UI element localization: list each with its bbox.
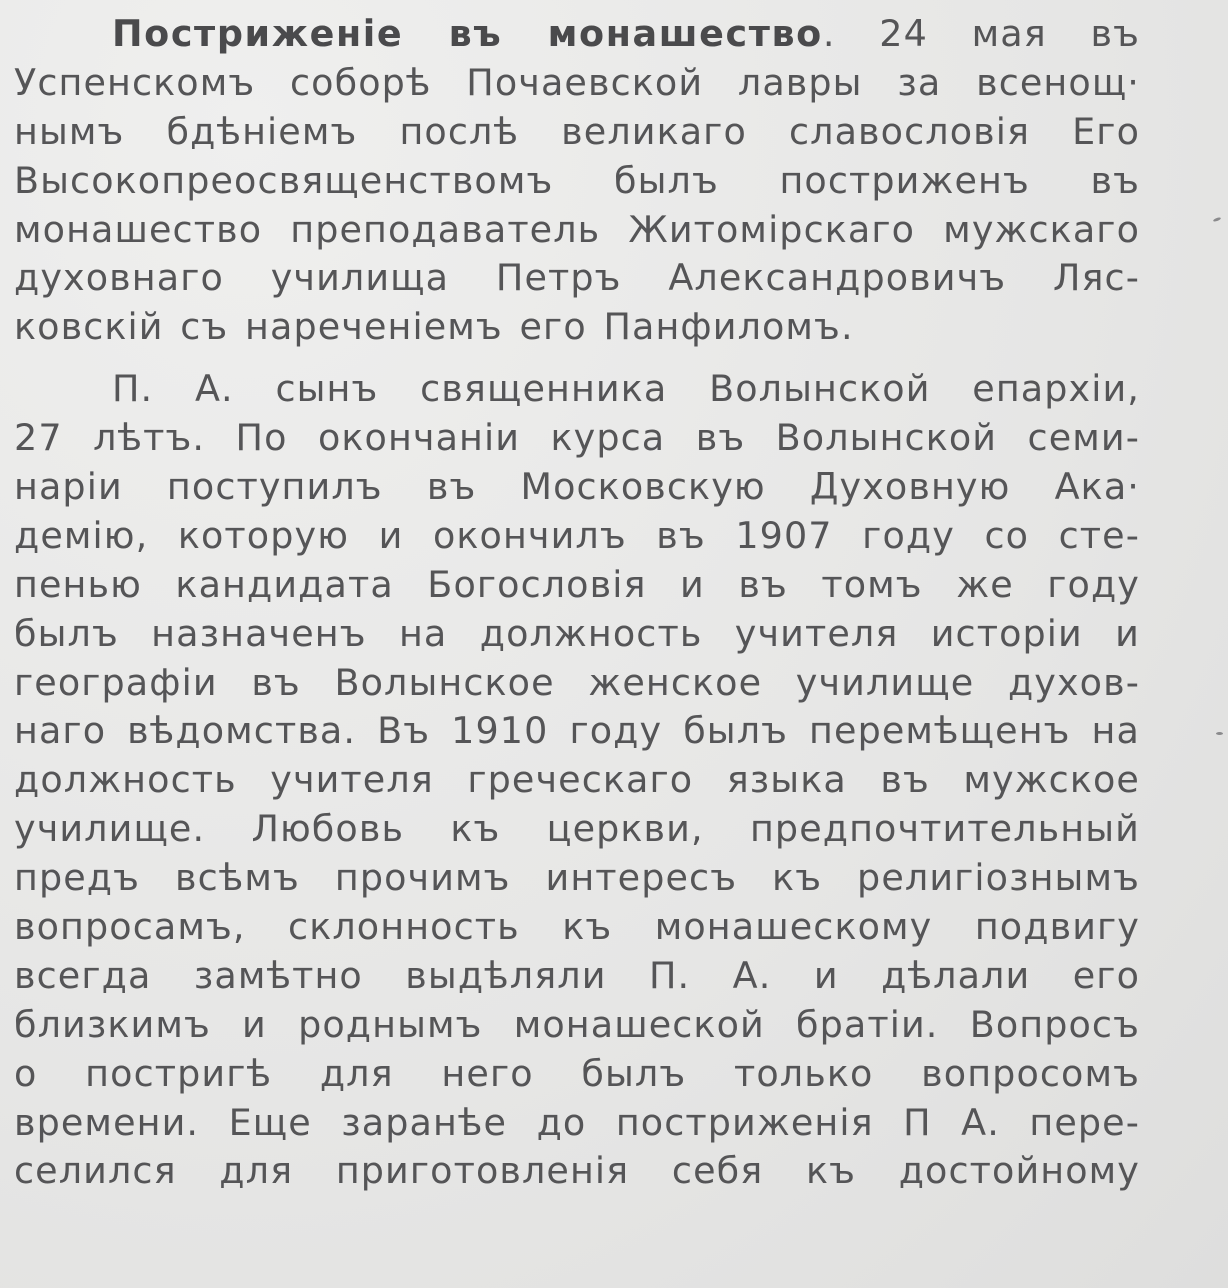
paragraph-2-line-3: наріи поступилъ въ Московскую Духовную Ака·	[14, 465, 1140, 509]
paragraph-1-line-1	[14, 10, 1140, 59]
paragraph-2-line-4: демію, которую и окончилъ въ 1907 году со сте-	[14, 513, 1140, 557]
paragraph-gap	[14, 352, 1140, 365]
paragraph-1-line-3: нымъ бдѣніемъ послѣ великаго славословія Его	[14, 109, 1140, 153]
scan-speck	[1213, 217, 1222, 223]
paragraph-2-line-5: пенью кандидата Богословія и въ томъ же году	[14, 562, 1140, 606]
paragraph-2-line-6: былъ назначенъ на должность учителя исторіи и	[14, 611, 1140, 655]
paragraph-2-line-12: вопросамъ, склонность къ монашескому подвигу	[14, 905, 1140, 949]
paragraph-1-line-7: ковскій съ нареченіемъ его Панфиломъ.	[14, 305, 854, 349]
article-column	[14, 10, 1140, 1196]
paragraph-2-line-15: о постригѣ для него былъ только вопросомъ	[14, 1051, 1140, 1095]
paragraph-2-line-13: всегда замѣтно выдѣляли П. А. и дѣлали его	[14, 953, 1140, 997]
scan-speck	[1216, 732, 1223, 735]
paragraph-2-line-7: географіи въ Волынское женское училище духов-	[14, 660, 1140, 704]
paragraph-2-line-17: селился для приготовленія себя къ достойному	[14, 1149, 1140, 1193]
paragraph-2-line-11: предъ всѣмъ прочимъ интересъ къ религіознымъ	[14, 856, 1140, 900]
paragraph-2-line-10: училище. Любовь къ церкви, предпочтительный	[14, 807, 1140, 851]
paragraph-1-line-2: Успенскомъ соборѣ Почаевской лавры за всенощ·	[14, 60, 1140, 104]
paragraph-1-line-1-rest: . 24 мая въ	[822, 12, 1140, 55]
article-heading: Постриженіе въ монашество	[112, 12, 823, 55]
paragraph-2-line-8: наго вѣдомства. Въ 1910 году былъ перемѣщенъ на	[14, 709, 1140, 753]
paragraph-2-line-9: должность учителя греческаго языка въ мужское	[14, 758, 1140, 802]
paragraph-2-line-1: П. А. сынъ священника Волынской епархіи,	[112, 367, 1140, 411]
paragraph-1-line-6: духовнаго училища Петръ Александровичъ Ляс-	[14, 256, 1140, 300]
paragraph-2-line-14: близкимъ и роднымъ монашеской братіи. Вопросъ	[14, 1002, 1140, 1046]
paragraph-1-line-4: Высокопреосвященствомъ былъ постриженъ въ	[14, 158, 1140, 202]
paragraph-2-line-2: 27 лѣтъ. По окончаніи курса въ Волынской семи-	[14, 416, 1140, 460]
paragraph-1-line-5: монашество преподаватель Житомірскаго мужскаго	[14, 207, 1140, 251]
paragraph-2-line-16: времени. Еще заранѣе до постриженія П А. пере-	[14, 1100, 1140, 1144]
